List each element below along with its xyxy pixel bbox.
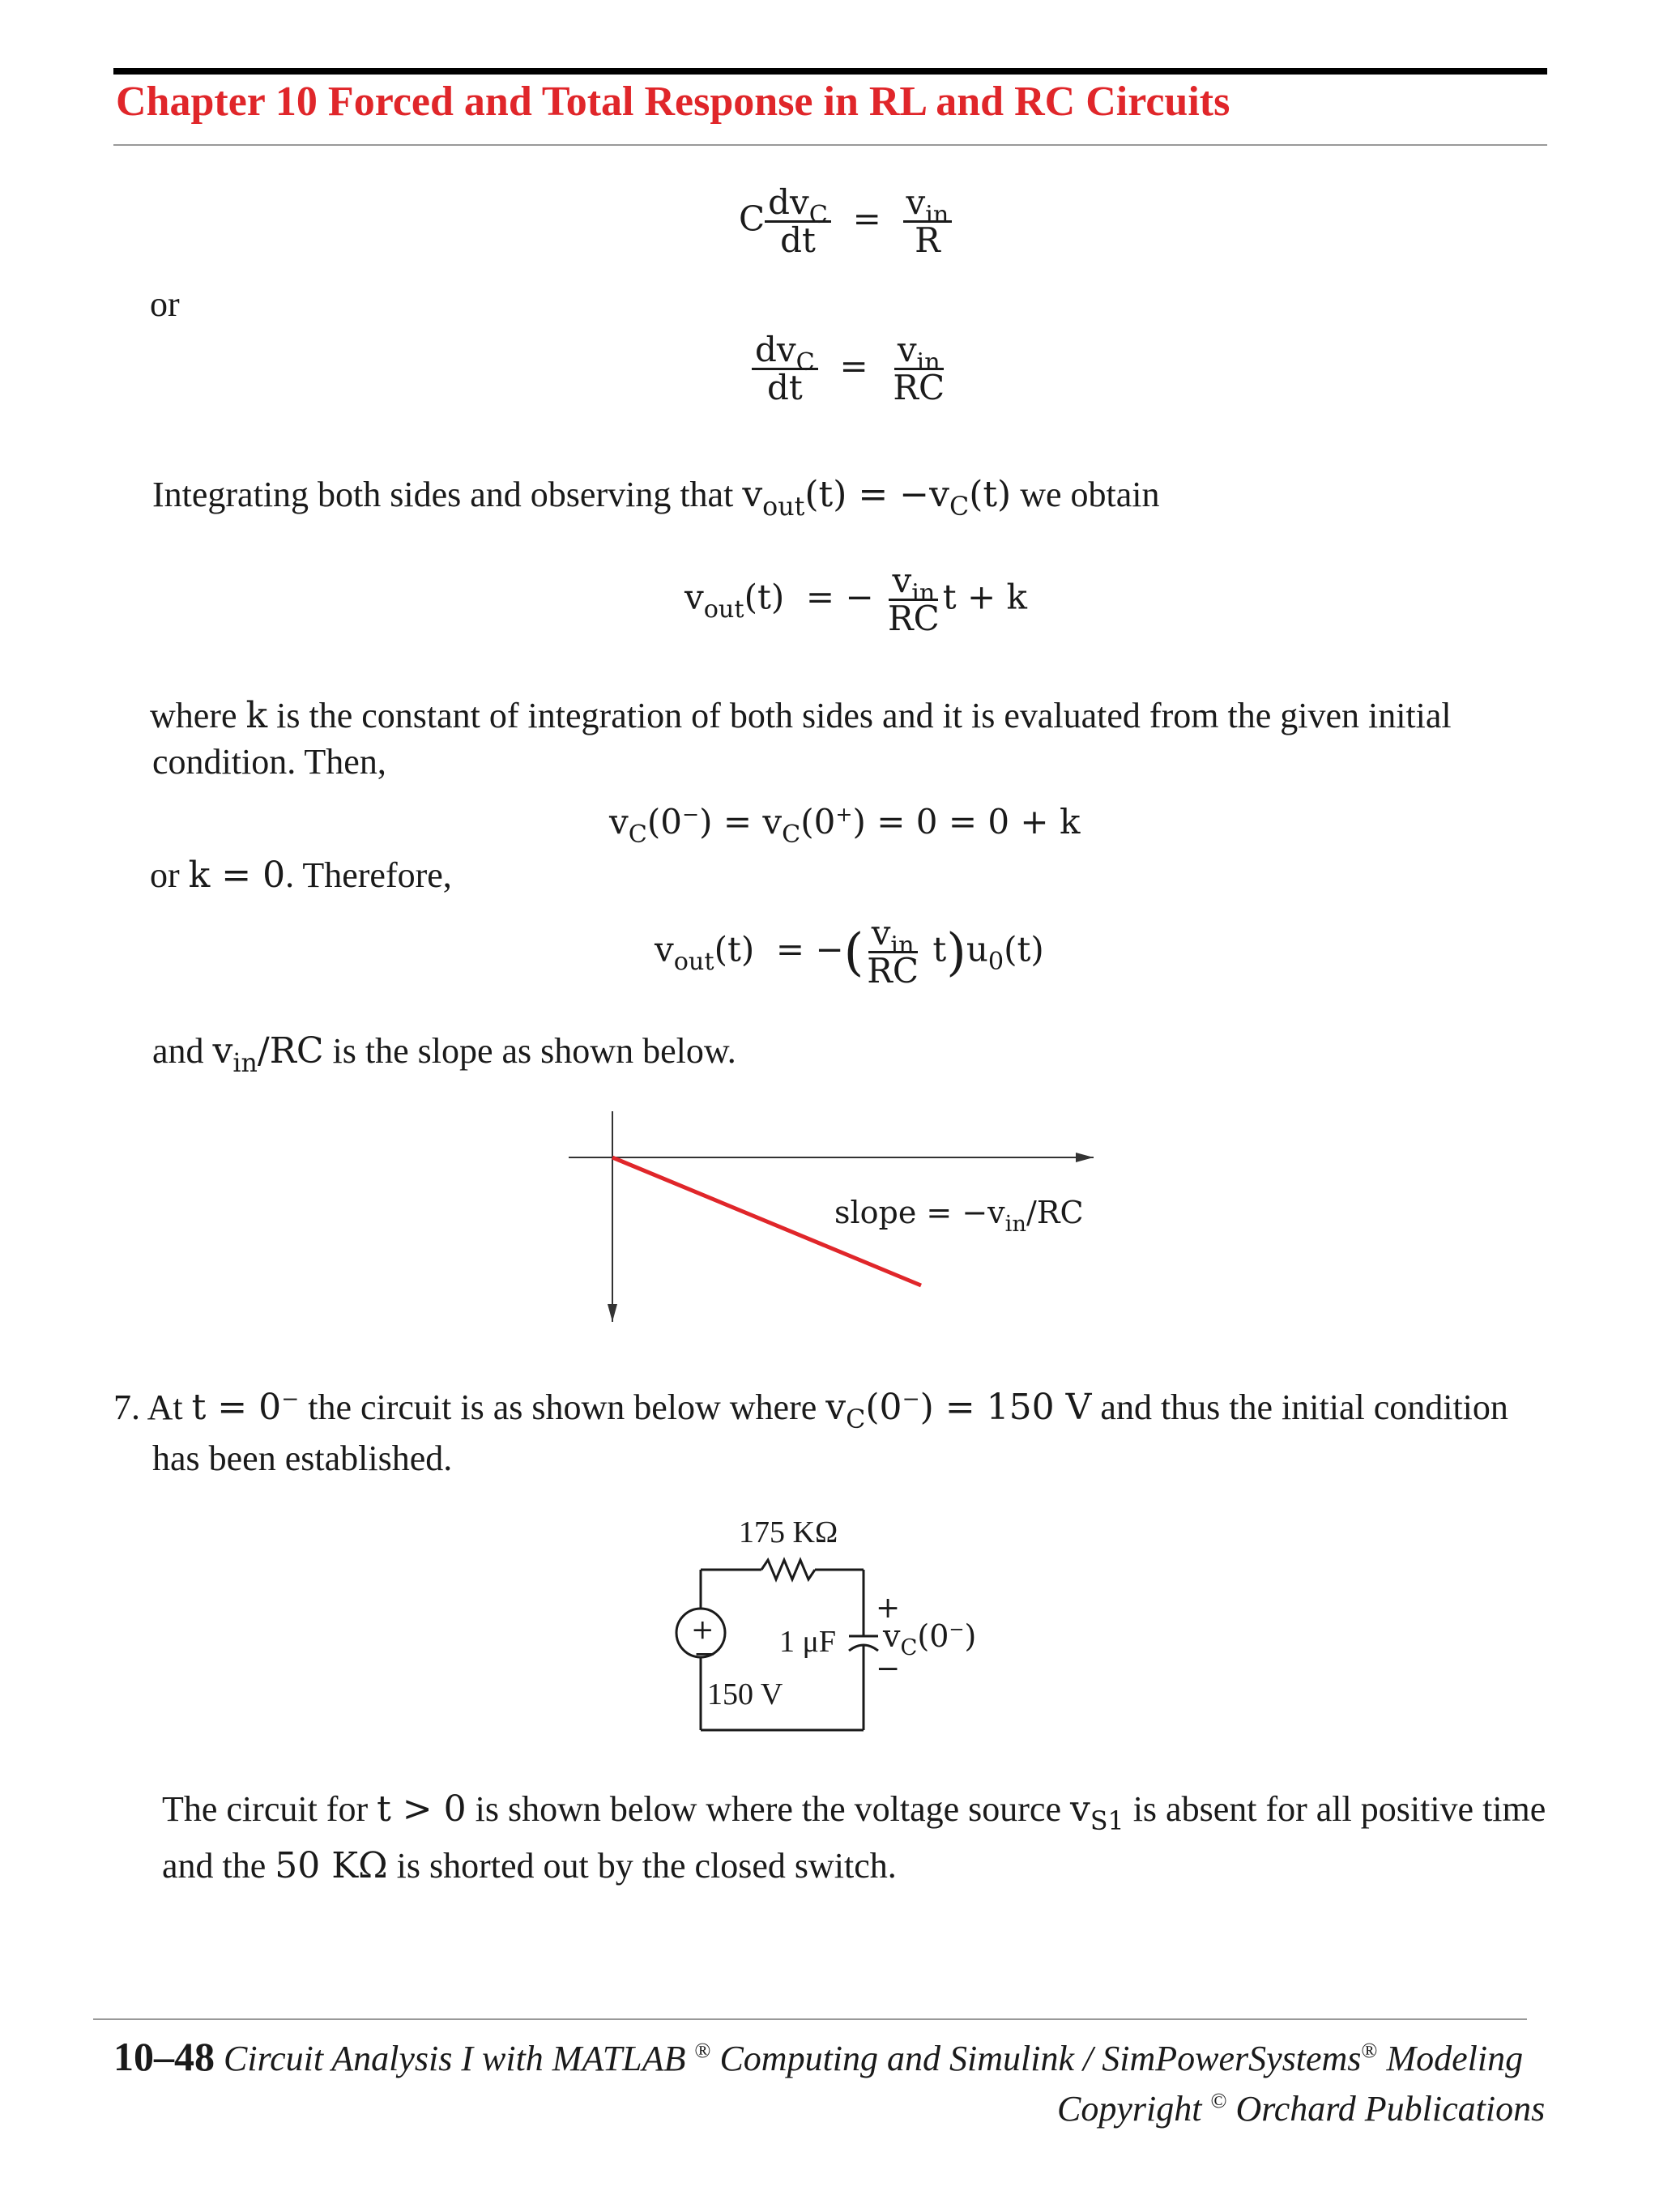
- paragraph-integrating: Integrating both sides and observing that $v_{out}(t) = -v_C(t)$ we obtain: [152, 474, 1160, 522]
- text-or: or: [150, 284, 180, 324]
- page-number: 10–48: [113, 2034, 215, 2079]
- header-top-rule: [113, 68, 1547, 75]
- equation-4: $v_C(0^-) = v_C(0^+) = 0 = 0 + k$: [609, 802, 1081, 849]
- slope-label: slope = $-v_{in}/RC$: [834, 1195, 1084, 1237]
- source-label: 150 V: [707, 1677, 783, 1711]
- paragraph-slope: and $v_{in}/RC$ is the slope as shown below.: [152, 1030, 736, 1079]
- item-7-line1: 7. At t = 0− the circuit is as shown below where $v_C(0^-) = 150$ V and thus the initial condition: [113, 1387, 1508, 1435]
- resistor-label: 175 KΩ: [739, 1515, 838, 1549]
- capacitor-minus: −: [876, 1652, 901, 1686]
- equation-2: $\frac{dv_C}{dt}$ = $\frac{v_{in}}{RC}$: [752, 332, 948, 406]
- source-minus: −: [693, 1638, 717, 1670]
- resistor-symbol: [761, 1560, 815, 1579]
- equation-1: C $\frac{dv_C}{dt}$ = $\frac{v_{in}}{R}$: [739, 185, 952, 258]
- footer-copyright: Copyright © Orchard Publications: [1057, 2088, 1546, 2129]
- paragraph-circuit-line1: The circuit for t > 0 is shown below where the voltage source $v_{S1}$ is absent for all positive time: [162, 1788, 1546, 1837]
- equation-3: $v_{out}(t)$ = − $\frac{v_{in}}{RC}$ t + k: [684, 560, 1028, 639]
- capacitor-voltage-label: $v_C(0^-)$: [883, 1618, 977, 1660]
- footer-title: 10–48 Circuit Analysis I with MATLAB ® Computing and Simulink / SimPowerSystems® Modeling: [113, 2034, 1524, 2079]
- capacitor-plus: +: [876, 1592, 901, 1625]
- footer-rule: [93, 2018, 1527, 2020]
- paragraph-therefore: or k = 0. Therefore,: [150, 855, 452, 896]
- equation-5: $v_{out}(t)$ = −( $\frac{v_{in}}{RC}$ $t)u_0(t)$: [655, 913, 1044, 991]
- paragraph-circuit-line2: and the 50 KΩ is shorted out by the closed switch.: [162, 1845, 897, 1886]
- source-plus: +: [691, 1613, 714, 1646]
- chapter-title: Chapter 10 Forced and Total Response in RL and RC Circuits: [116, 79, 1230, 125]
- item-7-line2: has been established.: [152, 1438, 453, 1478]
- paragraph-where-k-line2: condition. Then,: [152, 742, 386, 782]
- paragraph-where-k-line1: where k is the constant of integration of both sides and it is evaluated from the given initial: [150, 695, 1452, 736]
- header-bottom-rule: [113, 144, 1547, 146]
- capacitor-label: 1 μF: [779, 1625, 837, 1659]
